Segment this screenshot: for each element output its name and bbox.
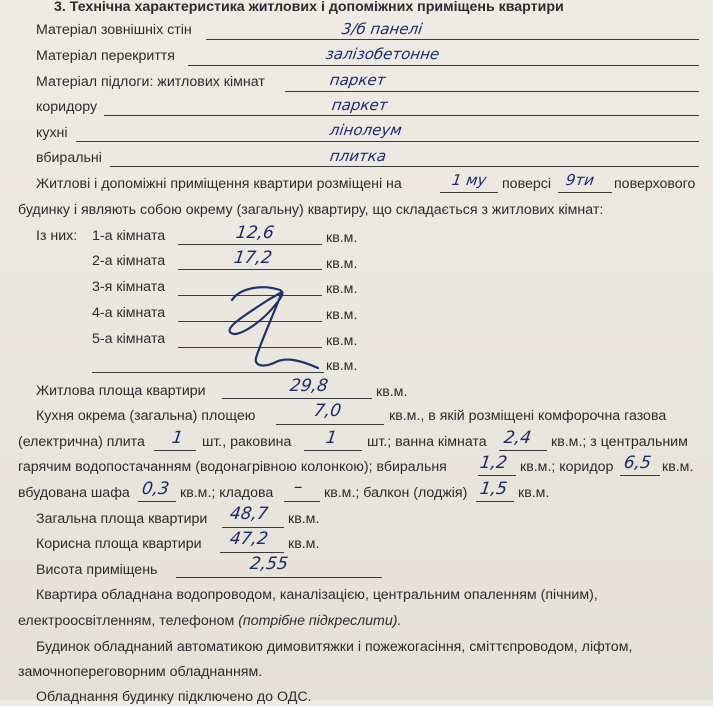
hotwater-text-2: кв.м.; коридор <box>520 459 614 475</box>
height-value: 2,55 <box>248 554 290 574</box>
living-underline <box>222 398 372 399</box>
sink-value: 1 <box>324 428 339 448</box>
room-4-underline <box>178 321 322 322</box>
floor-underline <box>285 91 699 92</box>
kitchen-label: кухні <box>36 125 68 141</box>
corridor-value: паркет <box>330 96 389 114</box>
room-2-underline <box>178 269 322 270</box>
walls-value: 3/б панелі <box>340 20 424 38</box>
bath-value: 2,4 <box>502 428 533 448</box>
toilet-underline <box>478 475 516 476</box>
section-heading: 3. Технічна характеристика житлових і допоміжних приміщень квартири <box>54 0 564 15</box>
room-3-unit: кв.м. <box>326 281 358 297</box>
located-text-line2: будинку і являють собою окрему (загальну) квартиру, що складається з житлових кімнат: <box>18 202 604 218</box>
kitchen-area-underline <box>276 424 384 425</box>
storage-value: – <box>292 477 304 497</box>
builtin-text-1: вбудована шафа <box>18 485 130 501</box>
height-label: Висота приміщень <box>36 562 158 578</box>
floor-label: Матеріал підлоги: житлових кімнат <box>36 74 265 90</box>
ceiling-value: залізобетонне <box>324 45 441 63</box>
room-3-label: 3-я кімната <box>92 279 165 295</box>
room-6-unit: кв.м. <box>326 358 358 374</box>
room-4-label: 4-а кімната <box>92 305 166 321</box>
room-1-value: 12,6 <box>234 223 276 243</box>
total-value: 48,7 <box>228 504 270 524</box>
sink-underline <box>304 450 362 451</box>
useful-unit: кв.м. <box>288 536 320 552</box>
corridor-area-underline <box>620 475 660 476</box>
builtin-underline <box>138 501 176 502</box>
located-text-3: поверхового <box>614 176 696 192</box>
storage-underline <box>284 501 320 502</box>
storey-value: 1 му <box>450 171 488 189</box>
room-2-label: 2-а кімната <box>92 253 166 269</box>
ceiling-underline <box>188 65 699 66</box>
ods-text: Обладнання будинку підключено до ОДС. <box>36 689 312 705</box>
kitchen-area-value: 7,0 <box>312 401 343 421</box>
total-unit: кв.м. <box>288 511 320 527</box>
builtin-text-3: кв.м.; балкон (лоджія) <box>324 485 468 501</box>
room-2-unit: кв.м. <box>326 256 358 272</box>
equipment-text-2a: електроосвітленням, телефоном <box>18 613 235 629</box>
balcony-value: 1,5 <box>478 479 509 499</box>
building-text-1: Будинок обладнаний автоматикою димовитяжки і пожежогасіння, сміттєпроводом, ліфтом, <box>36 639 633 655</box>
hotwater-text-1: гарячим водопостачанням (водонагрівною колонкою); вбиральня <box>18 459 447 475</box>
room-2-value: 17,2 <box>232 248 274 268</box>
bathroom-label: вбиральні <box>36 150 102 166</box>
located-text-1: Житлові і допоміжні приміщення квартири розміщені на <box>36 176 402 192</box>
equipment-text-2 <box>18 613 401 630</box>
stove-text-4: кв.м.; з центральним <box>551 434 688 450</box>
storey-underline <box>440 192 498 193</box>
living-value: 29,8 <box>288 376 330 396</box>
stove-text-1: (електрична) плита <box>18 434 145 450</box>
of-them-label: Із них: <box>36 228 78 244</box>
bathroom-underline <box>110 166 699 167</box>
stove-value: 1 <box>170 428 185 448</box>
corridor-label: коридору <box>36 99 98 115</box>
storeys-underline <box>558 192 612 193</box>
room-4-unit: кв.м. <box>326 307 358 323</box>
located-text-2: поверсі <box>502 176 551 192</box>
ceiling-label: Матеріал перекриття <box>36 48 175 64</box>
total-underline <box>222 527 284 528</box>
room-5-unit: кв.м. <box>326 333 358 349</box>
stove-underline <box>154 450 196 451</box>
room-1-unit: кв.м. <box>326 230 358 246</box>
room-5-label: 5-а кімната <box>92 331 166 347</box>
builtin-value: 0,3 <box>140 479 171 499</box>
stove-text-3: шт.; ванна кімната <box>367 434 487 450</box>
useful-value: 47,2 <box>228 529 270 549</box>
balcony-underline <box>476 501 514 502</box>
building-text-2: замочнопереговорним обладнанням. <box>18 664 263 680</box>
kitchen-value: лінолеум <box>328 121 404 139</box>
living-label: Житлова площа квартири <box>36 383 206 399</box>
corridor-area-value: 6,5 <box>622 453 653 473</box>
floor-value: паркет <box>328 71 387 89</box>
kitchen-area-text-1: Кухня окрема (загальна) площею <box>36 408 256 424</box>
bathroom-value: плитка <box>328 147 388 165</box>
corridor-underline <box>104 115 699 116</box>
room-1-underline <box>178 244 322 245</box>
living-unit: кв.м. <box>376 384 408 400</box>
bath-underline <box>499 450 547 451</box>
storeys-total-value: 9ти <box>564 171 596 189</box>
height-underline <box>176 577 382 578</box>
equipment-text-1: Квартира обладнана водопроводом, каналізацією, центральним опаленням (пічним), <box>36 587 598 603</box>
useful-underline <box>220 552 284 553</box>
stove-text-2: шт., раковина <box>202 434 292 450</box>
room-5-underline <box>178 347 322 348</box>
equipment-text-2b: (потрібне підкреслити). <box>238 613 402 629</box>
kitchen-underline <box>76 141 699 142</box>
toilet-value: 1,2 <box>478 453 509 473</box>
room-1-label: 1-а кімната <box>92 228 166 244</box>
walls-underline <box>206 39 699 40</box>
room-3-underline <box>178 295 322 296</box>
builtin-text-2: кв.м.; кладова <box>180 485 274 501</box>
hotwater-text-3: кв.м. <box>662 459 694 475</box>
room-6-underline <box>92 372 324 373</box>
builtin-text-4: кв.м. <box>518 485 550 501</box>
walls-label: Матеріал зовнішніх стін <box>36 22 192 38</box>
total-label: Загальна площа квартири <box>36 511 208 527</box>
kitchen-area-text-2: кв.м., в якій розміщені комфорочна газова <box>389 408 667 424</box>
useful-label: Корисна площа квартири <box>36 536 202 552</box>
